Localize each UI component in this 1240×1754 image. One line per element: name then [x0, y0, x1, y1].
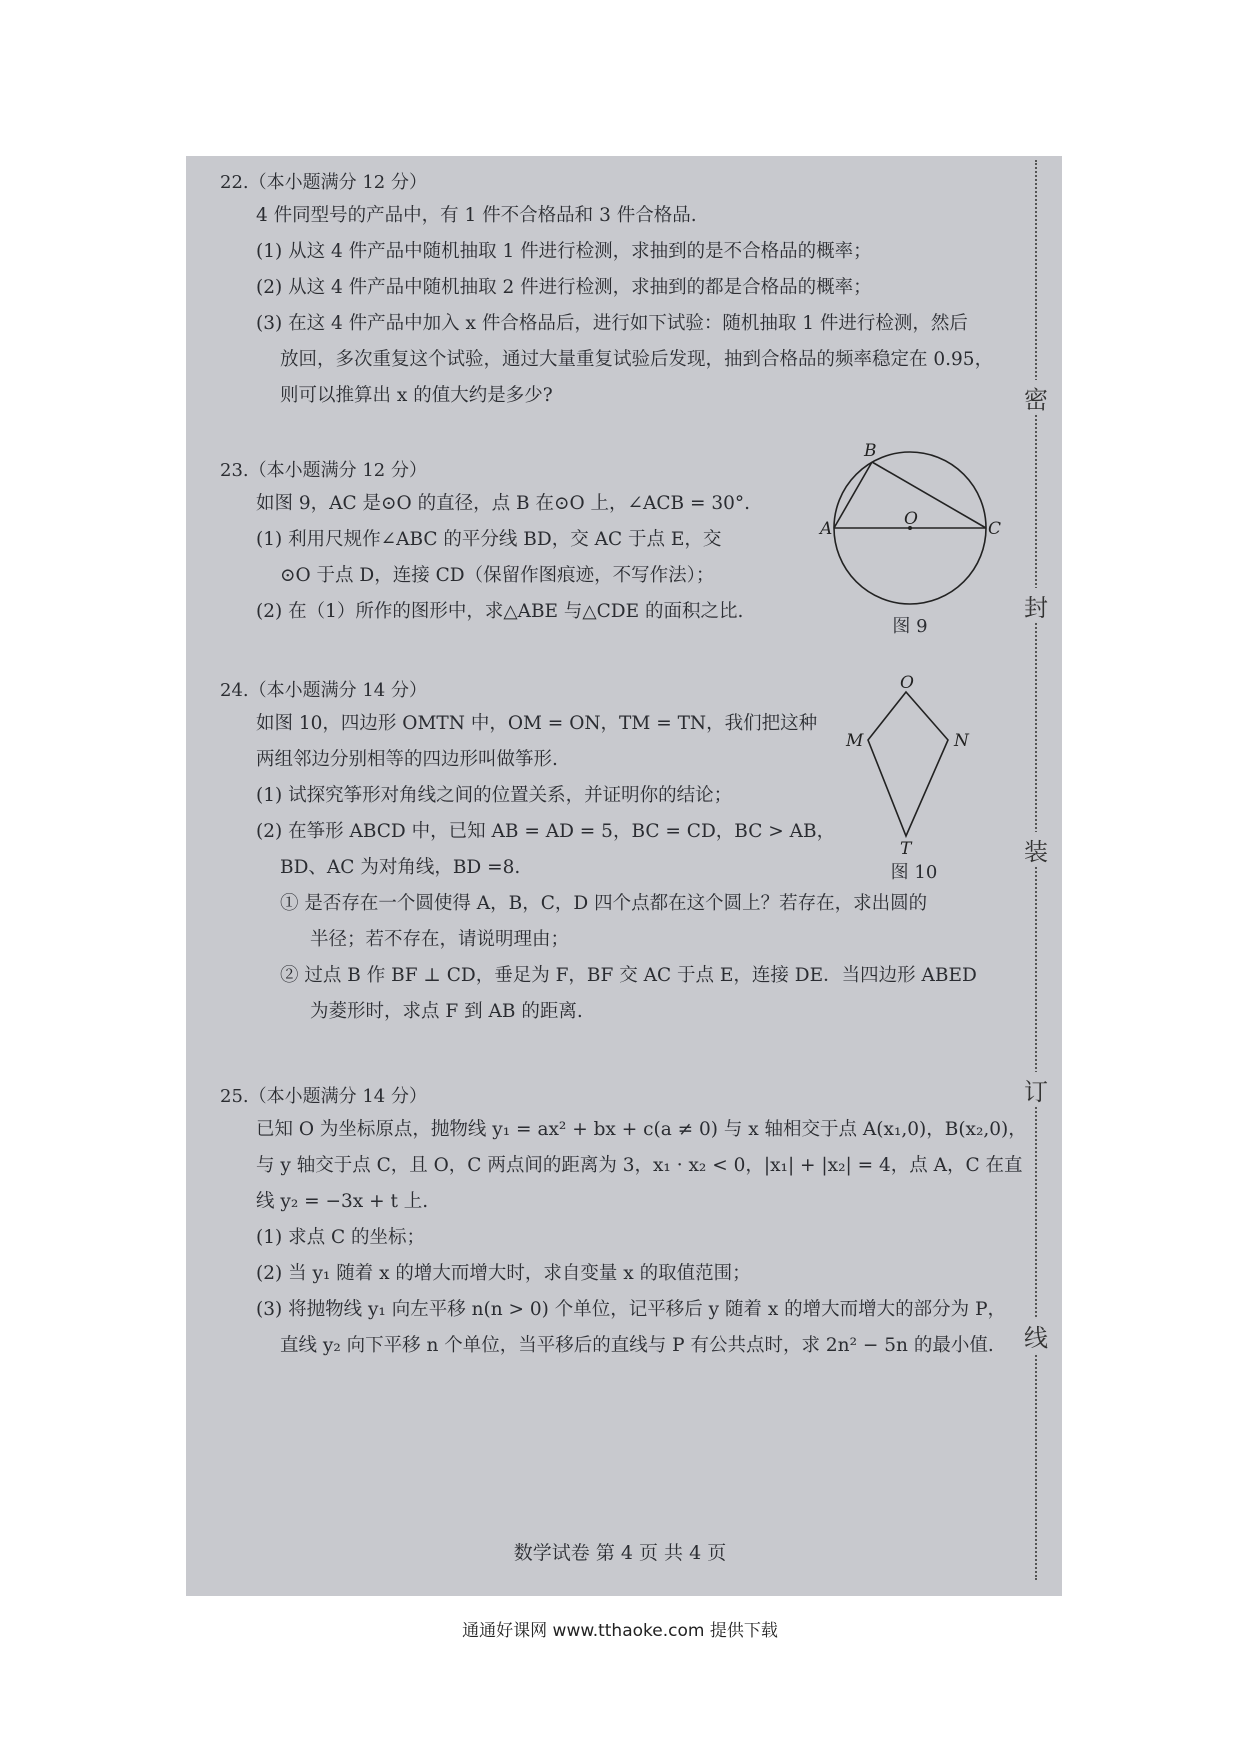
- question-22-line: 放回，多次重复这个试验，通过大量重复试验后发现，抽到合格品的频率稳定在 0.95，: [280, 349, 994, 370]
- binding-char-zhuang: 装: [1018, 832, 1054, 867]
- label-c: C: [988, 519, 1002, 539]
- page-footer: 数学试卷 第 4 页 共 4 页: [513, 1542, 727, 1564]
- question-24-line: 如图 10，四边形 OMTN 中，OM = ON，TM = TN，我们把这种: [256, 713, 818, 734]
- question-25-line: 与 y 轴交于点 C，且 O，C 两点间的距离为 3，x₁ · x₂ < 0，|x₁| + |x₂| = 4，点 A，C 在直: [256, 1155, 1023, 1176]
- figure-9-caption: 图 9: [892, 616, 928, 637]
- question-22-line: 4 件同型号的产品中，有 1 件不合格品和 3 件合格品.: [256, 205, 697, 226]
- question-24-line: ② 过点 B 作 BF ⊥ CD，垂足为 F，BF 交 AC 于点 E，连接 DE．当四边形 ABED: [280, 965, 977, 986]
- question-24-line: ① 是否存在一个圆使得 A，B，C，D 四个点都在这个圆上？若存在，求出圆的: [280, 893, 928, 914]
- question-22-line: (3) 在这 4 件产品中加入 x 件合格品后，进行如下试验：随机抽取 1 件进行检测，然后: [256, 313, 968, 334]
- question-23-line: (2) 在（1）所作的图形中，求△ABE 与△CDE 的面积之比.: [256, 601, 744, 622]
- question-25-line: (2) 当 y₁ 随着 x 的增大而增大时，求自变量 x 的取值范围；: [256, 1263, 751, 1284]
- question-24-line: 半径；若不存在，请说明理由；: [310, 929, 570, 950]
- question-23-header: 23.（本小题满分 12 分）: [220, 460, 427, 481]
- question-24-header: 24.（本小题满分 14 分）: [220, 680, 427, 701]
- figure-10-caption: 图 10: [890, 862, 938, 883]
- label-o: O: [900, 673, 914, 693]
- question-24-line: (2) 在筝形 ABCD 中，已知 AB = AD = 5，BC = CD，BC > AB，: [256, 821, 836, 842]
- question-25-line: 线 y₂ = −3x + t 上.: [256, 1191, 429, 1212]
- figure-10-kite: [838, 673, 998, 859]
- question-24-line: 为菱形时，求点 F 到 AB 的距离.: [310, 1001, 583, 1022]
- question-23-line: 如图 9，AC 是⊙O 的直径，点 B 在⊙O 上，∠ACB = 30°.: [256, 493, 751, 514]
- question-25-line: 直线 y₂ 向下平移 n 个单位，当平移后的直线与 P 有公共点时，求 2n² − 5n 的最小值.: [280, 1335, 994, 1356]
- label-o: O: [904, 509, 918, 529]
- segment-ab: [834, 462, 872, 528]
- label-m: M: [846, 731, 864, 751]
- kite-omtn: [868, 692, 948, 836]
- label-a: A: [820, 519, 833, 539]
- question-22-line: (1) 从这 4 件产品中随机抽取 1 件进行检测，求抽到的是不合格品的概率；: [256, 241, 872, 262]
- question-25: [220, 1082, 1027, 1364]
- binding-char-xian: 线: [1018, 1318, 1054, 1353]
- question-22-line: 则可以推算出 x 的值大约是多少?: [280, 385, 553, 406]
- binding-char-mi: 密: [1018, 380, 1054, 415]
- binding-char-feng: 封: [1018, 588, 1054, 623]
- label-b: B: [864, 441, 877, 461]
- question-25-line: (1) 求点 C 的坐标；: [256, 1227, 426, 1248]
- question-25-line: 已知 O 为坐标原点，抛物线 y₁ = ax² + bx + c(a ≠ 0) 与 x 轴相交于点 A(x₁,0)，B(x₂,0)，: [256, 1119, 1027, 1140]
- question-23-line: ⊙O 于点 D，连接 CD（保留作图痕迹，不写作法）；: [280, 565, 715, 586]
- question-25-line: (3) 将抛物线 y₁ 向左平移 n(n > 0) 个单位，记平移后 y 随着 x 的增大而增大的部分为 P，: [256, 1299, 1007, 1320]
- label-n: N: [954, 731, 969, 751]
- binding-dotted-line: [1035, 160, 1037, 1580]
- question-23-line: (1) 利用尺规作∠ABC 的平分线 BD，交 AC 于点 E，交: [256, 529, 722, 550]
- question-24-line: BD、AC 为对角线，BD =8.: [280, 857, 521, 878]
- question-22-line: (2) 从这 4 件产品中随机抽取 2 件进行检测，求抽到的都是合格品的概率；: [256, 277, 872, 298]
- label-t: T: [900, 839, 912, 859]
- segment-bc: [872, 462, 986, 528]
- download-watermark: 通通好课网 www.tthaoke.com 提供下载: [462, 1621, 778, 1641]
- question-24-line: 两组邻边分别相等的四边形叫做筝形.: [256, 749, 558, 770]
- question-25-header: 25.（本小题满分 14 分）: [220, 1086, 427, 1107]
- question-24-line: (1) 试探究筝形对角线之间的位置关系，并证明你的结论；: [256, 785, 733, 806]
- binding-char-ding: 订: [1018, 1072, 1054, 1107]
- question-22-header: 22.（本小题满分 12 分）: [220, 172, 427, 193]
- question-22: [220, 168, 1010, 414]
- figure-9-circle: [818, 441, 1002, 624]
